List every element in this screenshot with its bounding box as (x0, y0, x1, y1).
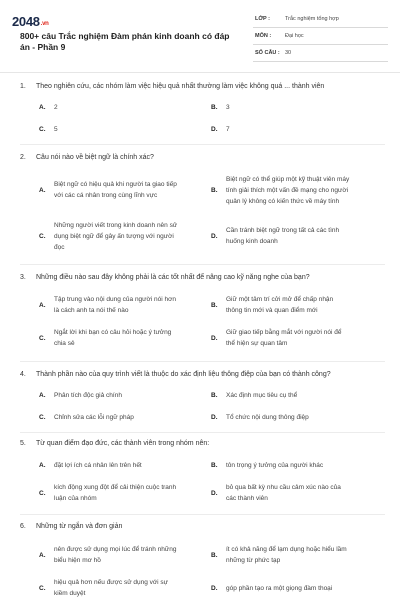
option-text-line: thể hiện sự quan tâm (226, 340, 288, 347)
option-text-line: Tập trung vào nội dung của người nói hơn (54, 296, 177, 303)
question-number: 2. (20, 154, 26, 161)
question-text: Những điều nào sau đây không phải là các tốt nhất để nâng cao kỹ năng nghe của bạn? (36, 274, 310, 281)
answer-option[interactable] (39, 221, 209, 254)
option-text-line: các thành viên (226, 495, 268, 502)
answer-option[interactable] (39, 578, 209, 600)
answer-option[interactable] (211, 483, 391, 505)
option-text-line: ít có khả năng để lạm dụng hoặc hiểu lầm (226, 546, 347, 553)
question-number: 4. (20, 371, 26, 378)
option-text-line: với các cá nhân trong cùng lĩnh vực (54, 192, 158, 199)
option-letter: D. (211, 414, 218, 421)
option-text: 7 (226, 126, 230, 133)
answer-option[interactable] (39, 180, 209, 202)
option-text: Phân tích độc giả chính (54, 392, 122, 399)
option-letter: A. (39, 392, 46, 399)
option-text-line: Những người viết trong kinh doanh nên sử (54, 222, 178, 229)
option-text-line: góp phần tạo ra một giọng đàm thoại (226, 585, 333, 592)
option-text: Chỉnh sửa các lỗi ngữ pháp (54, 414, 134, 421)
answer-option[interactable] (211, 125, 361, 135)
option-letter: C. (39, 233, 46, 240)
option-text-line: những từ phức tạp (226, 557, 281, 564)
answer-option[interactable] (211, 391, 391, 401)
option-letter: B. (211, 552, 218, 559)
option-text-line: đặt lợi ích cá nhân lên trên hết (54, 462, 142, 469)
option-text-line: Giữ giao tiếp bằng mắt với người nói để (226, 329, 342, 336)
answer-option[interactable] (39, 413, 209, 423)
question-stem (20, 439, 390, 448)
option-letter: B. (211, 392, 218, 399)
option-text-line: thông tin mới và quan điểm mới (226, 307, 318, 314)
answer-option[interactable] (211, 175, 391, 208)
meta-value: Trắc nghiệm tổng hợp (285, 16, 339, 22)
question-divider (20, 432, 385, 433)
question-stem (20, 153, 390, 162)
question-number: 6. (20, 523, 26, 530)
option-text-line: đọc (54, 244, 65, 251)
option-letter: B. (211, 302, 218, 309)
meta-value: 30 (285, 50, 292, 56)
option-letter: D. (211, 490, 218, 497)
option-text-line: là cách anh ta nói thế nào (54, 307, 129, 314)
option-text: Xác định mục tiêu cụ thể (226, 392, 298, 399)
option-text-line: luận của nhóm (54, 495, 97, 502)
option-text-line: Ngắt lời khi bạn có câu hỏi hoặc ý tưởng (54, 329, 172, 336)
option-text-line: Giữ một tâm trí cởi mở để chấp nhận (226, 296, 334, 303)
question-stem (20, 522, 390, 531)
option-text-line: kiềm duyệt (54, 590, 86, 597)
option-text-line: chia sẻ (54, 340, 75, 347)
option-text-line: tính giải thích một vấn đề mạng cho người (226, 187, 349, 194)
option-letter: C. (39, 335, 46, 342)
question-divider (20, 144, 385, 145)
answer-option[interactable] (211, 328, 391, 350)
option-letter: D. (211, 585, 218, 592)
option-letter: C. (39, 126, 46, 133)
question-stem (20, 82, 390, 91)
option-text-line: kích động xung đột để cải thiện cuộc tranh (54, 484, 177, 491)
option-text: Tổ chức nội dung thông điệp (226, 414, 309, 421)
answer-option[interactable] (39, 103, 189, 113)
meta-row-class (253, 13, 388, 28)
answer-option[interactable] (211, 461, 391, 471)
option-letter: C. (39, 490, 46, 497)
question-stem (20, 273, 390, 282)
site-logo[interactable] (12, 14, 49, 29)
option-text-line: biểu hiện mơ hồ (54, 557, 101, 564)
question-text: Câu nói nào về biệt ngữ là chính xác? (36, 154, 154, 161)
question-stem (20, 370, 390, 379)
answer-option[interactable] (39, 461, 209, 471)
question-number: 1. (20, 83, 26, 90)
question-divider (20, 361, 385, 362)
answer-option[interactable] (211, 545, 391, 567)
meta-value: Đại học (285, 33, 304, 39)
option-text-line: quản lý không có kiến thức về máy tính (226, 198, 340, 205)
header-divider (0, 72, 400, 73)
option-letter: A. (39, 462, 46, 469)
question-divider (20, 514, 385, 515)
answer-option[interactable] (39, 328, 209, 350)
option-letter: B. (211, 104, 218, 111)
answer-option[interactable] (39, 125, 189, 135)
option-letter: C. (39, 414, 46, 421)
meta-label: LỚP : (255, 16, 270, 22)
answer-option[interactable] (211, 413, 391, 423)
option-text: 5 (54, 126, 58, 133)
option-text: 3 (226, 104, 230, 111)
meta-row-count (253, 47, 388, 62)
option-text-line: tôn trọng ý tưởng của người khác (226, 462, 324, 469)
meta-row-subject (253, 30, 388, 45)
document-meta (253, 13, 388, 64)
option-letter: D. (211, 335, 218, 342)
option-text-line: Cần tránh biệt ngữ trong tất cả các tình (226, 227, 340, 234)
question-divider (20, 264, 385, 265)
answer-option[interactable] (211, 226, 391, 248)
option-letter: A. (39, 302, 46, 309)
document-title: 800+ câu Trắc nghiệm Đàm phán kinh doanh có đáp án - Phần 9 (20, 31, 230, 52)
answer-option[interactable] (39, 295, 209, 317)
option-text-line: nên được sử dụng mọi lúc để tránh những (54, 546, 177, 553)
option-text: 2 (54, 104, 58, 111)
answer-option[interactable] (39, 483, 209, 505)
answer-option[interactable] (211, 584, 391, 594)
option-text-line: dụng biệt ngữ để gây ấn tượng với người (54, 233, 174, 240)
option-text-line: huống kinh doanh (226, 238, 278, 245)
answer-option[interactable] (39, 391, 209, 401)
logo-suffix: .vn (40, 21, 49, 27)
option-letter: A. (39, 552, 46, 559)
question-text: Những từ ngắn và đơn giản (36, 523, 123, 530)
question-text: Theo nghiên cứu, các nhóm làm việc hiệu quả nhất thường làm việc không quá ... thành viên (36, 83, 325, 90)
answer-option[interactable] (39, 545, 209, 567)
document-header (0, 0, 400, 70)
answer-option[interactable] (211, 295, 391, 317)
question-text: Thành phần nào của quy trình viết là thuộc do xác định liệu thông điệp của bạn có thành công? (36, 371, 331, 378)
option-letter: B. (211, 187, 218, 194)
meta-label: SỐ CÂU : (255, 50, 280, 56)
option-letter: B. (211, 462, 218, 469)
option-letter: D. (211, 233, 218, 240)
logo-text: 2048 (12, 14, 40, 29)
option-letter: D. (211, 126, 218, 133)
question-number: 3. (20, 274, 26, 281)
option-letter: A. (39, 187, 46, 194)
option-text-line: Biệt ngữ có hiệu quả khi người ta giao tiếp (54, 181, 177, 188)
option-letter: C. (39, 585, 46, 592)
question-number: 5. (20, 440, 26, 447)
answer-option[interactable] (211, 103, 361, 113)
option-text-line: hiệu quả hơn nếu được sử dụng với sự (54, 579, 169, 586)
option-text-line: Biệt ngữ có thể giúp một kỹ thuật viên máy (226, 176, 350, 183)
option-letter: A. (39, 104, 46, 111)
option-text-line: bỏ qua bất kỳ nhu cầu cảm xúc nào của (226, 484, 341, 491)
question-text: Từ quan điểm đạo đức, các thành viên trong nhóm nên: (36, 440, 210, 447)
meta-label: MÔN : (255, 33, 272, 39)
